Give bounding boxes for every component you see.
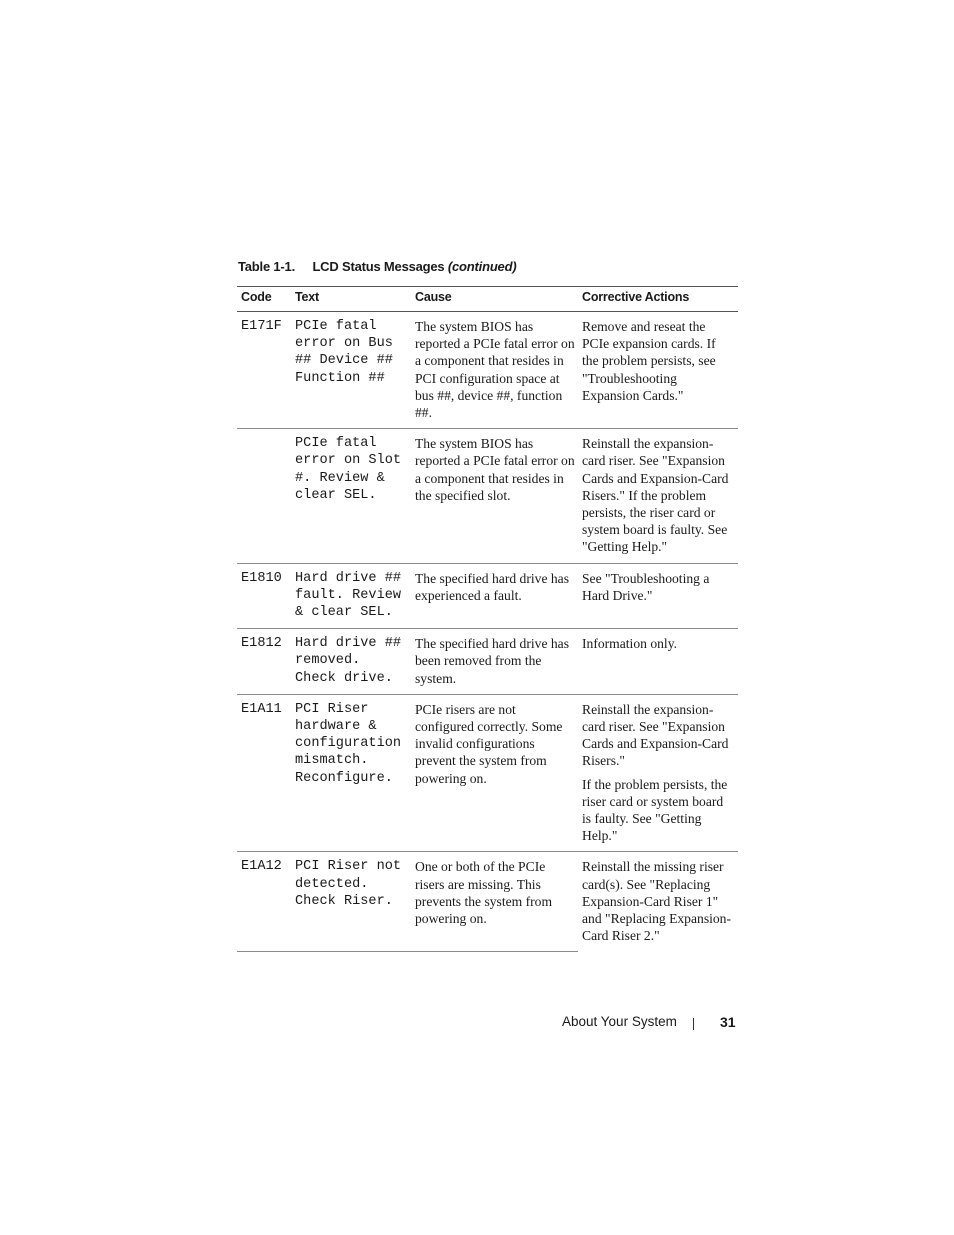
- cell-action: Reinstall the expansion-card riser. See "Expansion Cards and Expansion-Card Risers." If the problem persists, the riser card or system board is faulty. See "Getting Help.": [578, 429, 738, 563]
- table-row: [237, 629, 738, 695]
- cell-text: Hard drive ## removed. Check drive.: [291, 629, 411, 695]
- table-row: [237, 852, 738, 952]
- cell-text: PCIe fatal error on Bus ## Device ## Function ##: [291, 312, 411, 429]
- table-title: LCD Status Messages: [312, 259, 445, 274]
- table-row: [237, 429, 738, 563]
- header-corrective-actions: Corrective Actions: [578, 287, 738, 312]
- cell-code: E1A12: [237, 852, 291, 952]
- cell-code: E1810: [237, 563, 291, 629]
- header-cause: Cause: [411, 287, 578, 312]
- cell-action: See "Troubleshooting a Hard Drive.": [578, 563, 738, 629]
- cell-code: E1A11: [237, 694, 291, 852]
- cell-code: [237, 429, 291, 563]
- table-number: Table 1-1.: [238, 259, 296, 274]
- cell-action: Remove and reseat the PCIe expansion cards. If the problem persists, see "Troubleshooting Expansion Cards.": [578, 312, 738, 429]
- cell-action: [578, 694, 738, 852]
- header-row: [237, 287, 738, 312]
- cell-code: E1812: [237, 629, 291, 695]
- cell-cause: PCIe risers are not configured correctly. Some invalid configurations prevent the system from powering on.: [411, 694, 578, 852]
- table-row: [237, 694, 738, 852]
- cell-cause: One or both of the PCIe risers are missing. This prevents the system from powering on.: [411, 852, 578, 952]
- table-row: [237, 563, 738, 629]
- page-number: 31: [720, 1014, 736, 1030]
- table-continued: (continued): [447, 259, 517, 274]
- footer-section-title: About Your System: [562, 1014, 677, 1029]
- cell-action-para-2: If the problem persists, the riser card or system board is faulty. See "Getting Help.": [582, 776, 728, 844]
- cell-text: PCI Riser hardware & configuration mismatch. Reconfigure.: [291, 694, 411, 852]
- footer-divider: [693, 1018, 694, 1030]
- lcd-status-table: [237, 286, 738, 952]
- cell-text: PCI Riser not detected. Check Riser.: [291, 852, 411, 952]
- cell-action: Reinstall the missing riser card(s). See "Replacing Expansion-Card Riser 1" and "Replacing Expansion-Card Riser 2.": [582, 859, 732, 944]
- table-caption: [238, 259, 516, 274]
- cell-cause: The specified hard drive has experienced a fault.: [411, 563, 578, 629]
- cell-action: Information only.: [578, 629, 738, 695]
- header-code: Code: [237, 287, 291, 312]
- cell-code: E171F: [237, 312, 291, 429]
- header-text: Text: [291, 287, 411, 312]
- cell-cause: The system BIOS has reported a PCIe fatal error on a component that resides in the specified slot.: [411, 429, 578, 563]
- cell-cause: The system BIOS has reported a PCIe fatal error on a component that resides in PCI configuration space at bus ##, device ##, function ##.: [411, 312, 578, 429]
- cell-cause: The specified hard drive has been removed from the system.: [411, 629, 578, 695]
- page-footer: [562, 1014, 736, 1030]
- cell-action-para-1: Reinstall the expansion-card riser. See "Expansion Cards and Expansion-Card Risers.": [582, 701, 729, 769]
- cell-text: Hard drive ## fault. Review & clear SEL.: [291, 563, 411, 629]
- cell-text: PCIe fatal error on Slot #. Review & clear SEL.: [291, 429, 411, 563]
- table-row: [237, 312, 738, 429]
